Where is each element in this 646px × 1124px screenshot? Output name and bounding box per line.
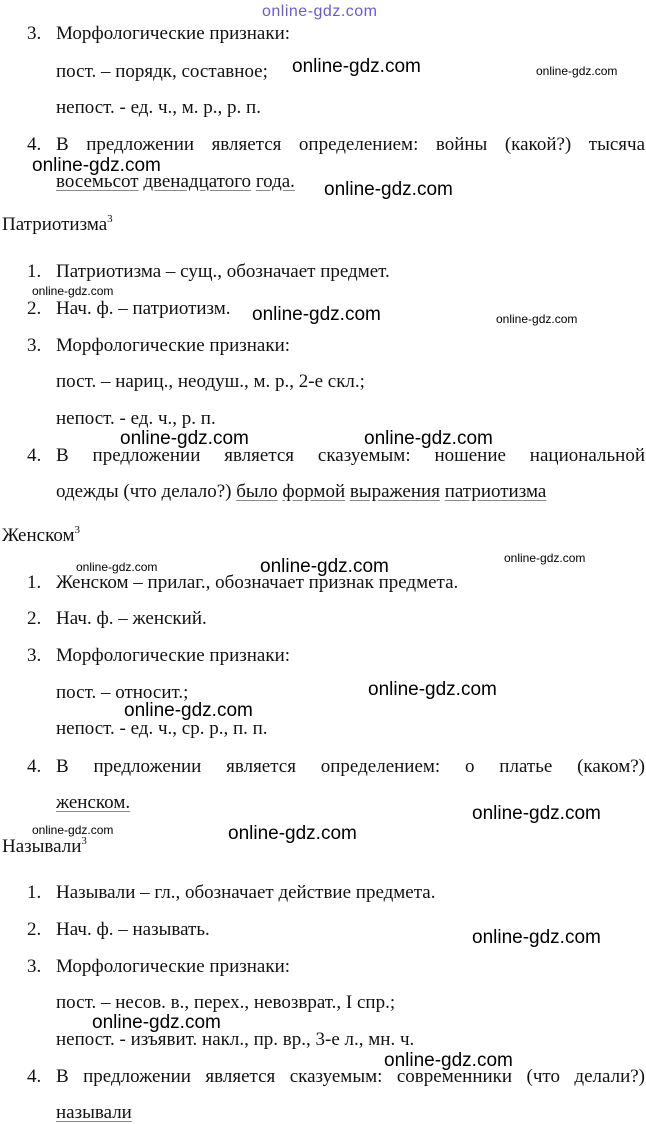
list-number: 1. xyxy=(27,572,42,593)
watermark-small: online-gdz.com xyxy=(496,312,578,326)
syntax-role-continuation xyxy=(56,792,130,814)
underlined-word: года. xyxy=(255,171,295,192)
constant-features: пост. – порядк, составное; xyxy=(56,61,268,82)
underlined-word: женском. xyxy=(56,792,131,813)
constant-features: пост. – несов. в., перех., невозврат., I спр.; xyxy=(56,992,396,1013)
part-of-speech: Патриотизма – сущ., обозначает предмет. xyxy=(56,261,390,282)
word-heading: Патриотизма$^3$ xyxy=(2,213,113,235)
variable-features: непост. - ед. ч., м. р., р. п. xyxy=(56,97,261,118)
variable-features: непост. - ед. ч., р. п. xyxy=(56,408,216,429)
footnote-mark: 3 xyxy=(107,213,113,225)
watermark-top: online-gdz.com xyxy=(262,3,378,20)
watermark-small: online-gdz.com xyxy=(76,560,158,574)
watermark: online-gdz.com xyxy=(92,1012,221,1033)
watermark: online-gdz.com xyxy=(472,803,601,824)
part-of-speech: Женском – прилаг., обозначает признак предмета. xyxy=(56,572,459,593)
list-number: 3. xyxy=(27,23,42,44)
constant-features: пост. – относит.; xyxy=(56,682,189,703)
watermark: online-gdz.com xyxy=(124,700,253,721)
list-number: 4. xyxy=(27,756,42,777)
syntax-role-line: В предложении является определением: о платье (каком?) xyxy=(56,756,645,777)
watermark: online-gdz.com xyxy=(228,823,357,844)
morph-heading: Морфологические признаки: xyxy=(56,645,291,666)
underlined-word: было xyxy=(236,481,278,502)
syntax-role-line: В предложении является определением: войны (какой?) тысяча xyxy=(56,134,645,155)
initial-form: Нач. ф. – патриотизм. xyxy=(56,298,231,319)
list-number: 3. xyxy=(27,645,42,666)
syntax-role-line: В предложении является сказуемым: современники (что делали?) xyxy=(56,1066,645,1087)
watermark: online-gdz.com xyxy=(324,179,453,200)
watermark-small: online-gdz.com xyxy=(536,64,618,78)
syntax-role-continuation xyxy=(56,1102,132,1124)
list-number: 4. xyxy=(27,134,42,155)
underlined-word: формой xyxy=(282,481,346,502)
underlined-word: патриотизма xyxy=(444,481,547,502)
variable-features: непост. - изъявит. накл., пр. вр., 3-е л., мн. ч. xyxy=(56,1029,415,1050)
part-of-speech: Называли – гл., обозначает действие предмета. xyxy=(56,882,436,903)
footnote-mark: 3 xyxy=(81,835,87,847)
list-number: 2. xyxy=(27,298,42,319)
watermark-small: online-gdz.com xyxy=(504,551,586,565)
watermark-small: online-gdz.com xyxy=(32,823,114,837)
footnote-mark: 3 xyxy=(74,524,81,536)
morph-heading: Морфологические признаки: xyxy=(56,23,291,44)
underlined-word: восемьсот xyxy=(56,171,139,192)
watermark: online-gdz.com xyxy=(260,556,389,577)
watermark: online-gdz.com xyxy=(120,428,249,449)
list-number: 3. xyxy=(27,335,42,356)
watermark: online-gdz.com xyxy=(32,155,161,176)
underlined-word: двенадцатого xyxy=(143,171,252,192)
watermark: online-gdz.com xyxy=(368,679,497,700)
variable-features: непост. - ед. ч., ср. р., п. п. xyxy=(56,718,268,739)
underlined-word: выражения xyxy=(349,481,440,502)
initial-form: Нач. ф. – женский. xyxy=(56,608,207,629)
word-heading: Называли$^3$ xyxy=(2,835,87,857)
watermark: online-gdz.com xyxy=(472,927,601,948)
watermark-small: online-gdz.com xyxy=(32,284,114,298)
watermark: online-gdz.com xyxy=(384,1050,513,1071)
morph-heading: Морфологические признаки: xyxy=(56,335,291,356)
watermark: online-gdz.com xyxy=(364,428,493,449)
list-number: 2. xyxy=(27,919,42,940)
list-number: 4. xyxy=(27,445,42,466)
list-number: 1. xyxy=(27,261,42,282)
syntax-role-continuation: одежды (что делало?) было формой выражения патриотизма xyxy=(56,481,547,502)
syntax-role-line: В предложении является сказуемым: ношение национальной xyxy=(56,445,645,466)
word-heading: Женском$^3$ xyxy=(2,524,81,546)
constant-features: пост. – нариц., неодуш., м. р., 2-е скл.; xyxy=(56,371,365,392)
initial-form: Нач. ф. – называть. xyxy=(56,919,210,940)
list-number: 1. xyxy=(27,882,42,903)
underlined-word: называли xyxy=(56,1102,132,1123)
list-number: 4. xyxy=(27,1066,42,1087)
list-number: 3. xyxy=(27,956,42,977)
list-number: 2. xyxy=(27,608,42,629)
morph-heading: Морфологические признаки: xyxy=(56,956,291,977)
watermark: online-gdz.com xyxy=(292,56,421,77)
watermark: online-gdz.com xyxy=(252,304,381,325)
